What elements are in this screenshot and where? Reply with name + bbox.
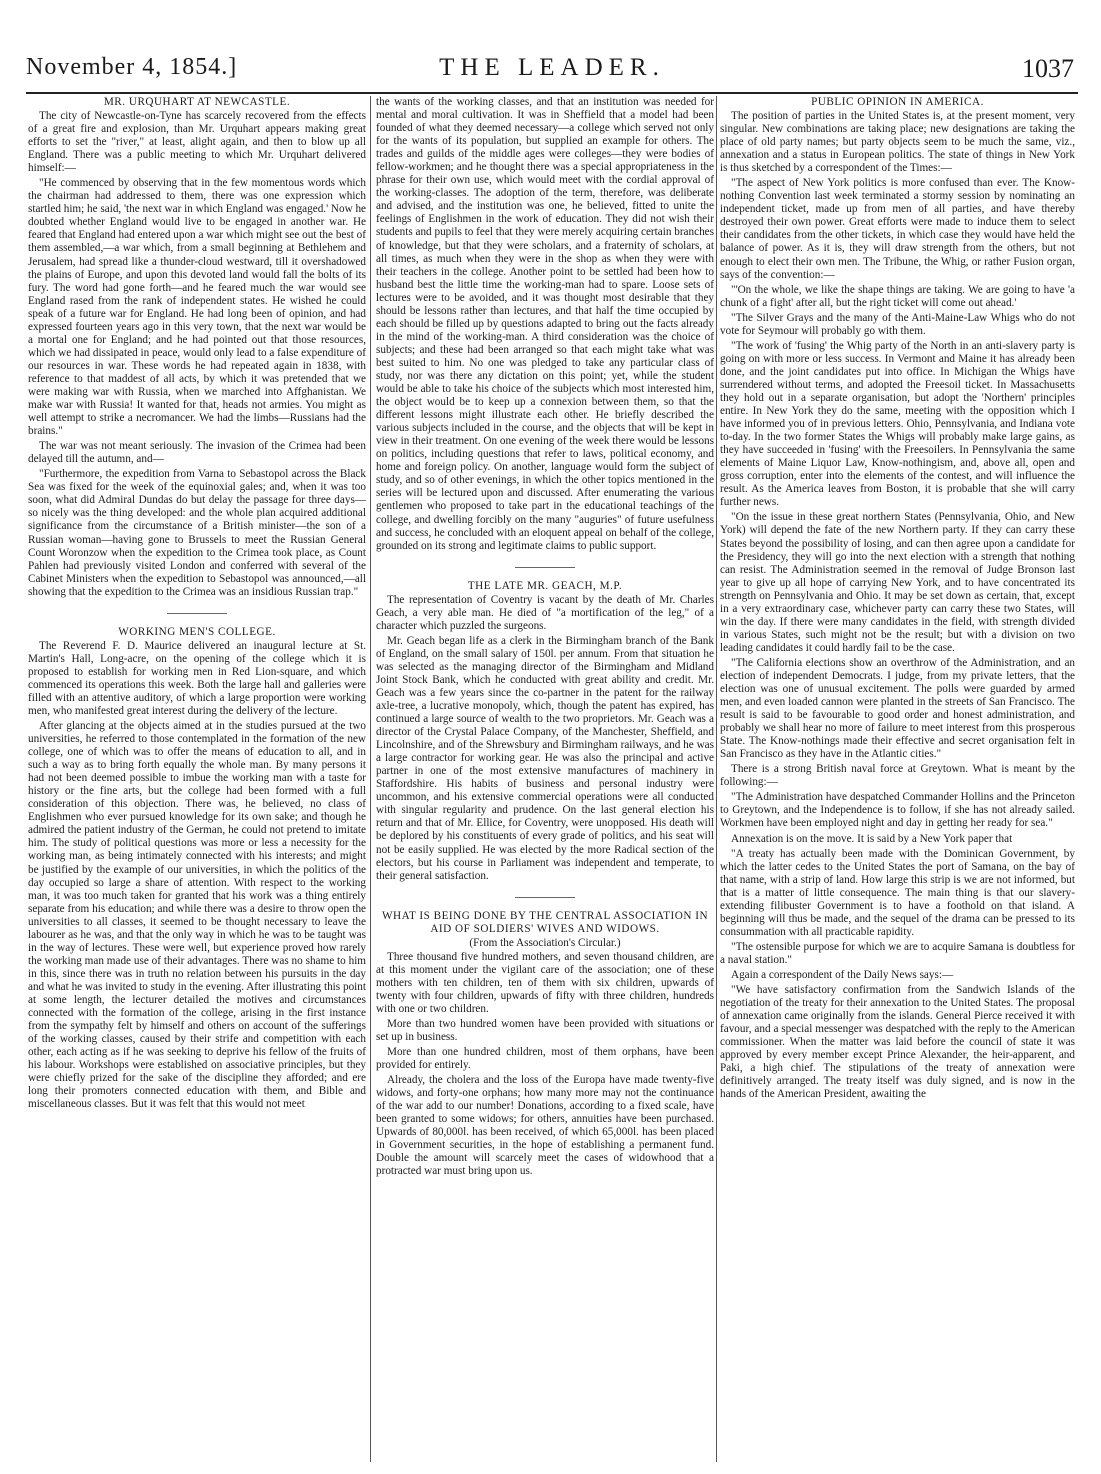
paragraph: The Reverend F. D. Maurice delivered an inaugural lecture at St. Martin's Hall, Long-acre, on the opening of the college which it is proposed to establish for working men in Red Lion-square, and which commenced its operations this week. Both the large hall and galleries were filled with an attentive auditory, of which a large proportion were working men, who manifested great interest during the delivery of the lecture. <box>28 639 366 717</box>
quote: "On the issue in these great northern States (Pennsylvania, Ohio, and New York) will depend the fate of the new Northern party. If they can carry these States beyond the possibility of losing, and can then agree upon a candidate for the Presidency, they will go into the next election with a strength that nothing can resist. The Administration seemed in the removal of Judge Bronson last year to give up all hope of carrying New York, and to have concentrated its strength on Pennsylvania and Ohio. It may be set down as certain, that, except in a very extraordinary case, whichever party can carry these two States, will win the day. If there were many candidates in the field, with strength divided in various States, such might not be the result; but with a division on two leading candidates it could hardly fail to be the case. <box>720 511 1075 654</box>
paper-title: THE LEADER. <box>439 54 665 81</box>
article-heading-public-opinion: PUBLIC OPINION IN AMERICA. <box>811 96 984 108</box>
paragraph: The war was not meant seriously. The invasion of the Crimea had been delayed till the autumn, and— <box>28 440 366 466</box>
paragraph: There is a strong British naval force at Greytown. What is meant by the following:— <box>720 763 1075 789</box>
quote: "The California elections show an overthrow of the Administration, and an election of independent Democrats. I judge, from my private letters, that the election was one of unusual excitement. The polls were guarded by armed men, and even loaded cannon were planted in the streets of San Francisco. The result is said to be favourable to good order and honest administration, and probably we shall hear no more of failure to meet interest from this prosperous State. The Know-nothings made their effective and secret organisation felt in San Francisco as they have in the Atlantic cities." <box>720 656 1075 761</box>
article-heading-central-association: WHAT IS BEING DONE BY THE CENTRAL ASSOCIATION IN AID OF SOLDIERS' WIVES AND WIDOWS. <box>381 909 709 935</box>
paragraph: Mr. Geach began life as a clerk in the Birmingham branch of the Bank of England, on the small salary of 150l. per annum. From that situation he was selected as the managing director of the Birmingham and Midland Joint Stock Bank, which he conducted with great ability and credit. Mr. Geach was a few years since the co-partner in the patent for the railway axle-tree, a lucrative monopoly, which, though the patent has expired, has continued a large source of wealth to the two proprietors. Mr. Geach was a director of the Crystal Palace Company, of the Manchester, Sheffield, and Lincolnshire, and of the Shrewsbury and Birmingham railways, and he was a large contractor for working gear. He was also the principal and active partner in one of the most extensive manufactures of machinery in Staffordshire. His habits of business and personal industry were uncommon, and his extensive commercial operations were all conducted with singular regularity and prudence. On the last general election his return and that of Mr. Ellice, for Coventry, were unopposed. His death will be deplored by his constituents of every grade of politics, and his seat will not be easily supplied. He was elected by the more Radical section of the electors, but his course in Parliament was independent and temperate, to their general satisfaction. <box>376 634 714 882</box>
article-heading-geach: THE LATE MR. GEACH, M.P. <box>467 579 623 592</box>
quote: "The Administration have despatched Commander Hollins and the Princeton to Greytown, and the Independence is to follow, if she has not already sailed. Workmen have been employed night and day in getting her ready for sea." <box>720 791 1075 830</box>
paragraph: Again a correspondent of the Daily News says:— <box>731 969 954 981</box>
quote: "Furthermore, the expedition from Varna to Sebastopol across the Black Sea was fixed for the week of the equinoxial gales; and, when it was too soon, what did Admiral Dundas do but delay the passage for three days—so nicely was the thing developed: and the whole plan acquired additional significance from the circumstance of a British minister—the son of a Russian woman—having gone to Brussels to meet the Russian General Count Woronzow when the expedition to the Crimea took place, as Count Pahlen had previously visited London and conferred with several of the Cabinet Ministers when the expedition to Sebastopol was announced,—all showing that the expedition to the Crimea was an insidious Russian trap." <box>28 468 366 598</box>
paragraph: The city of Newcastle-on-Tyne has scarcely recovered from the effects of a great fire and explosion, than Mr. Urquhart appears making great efforts to set the "river," at least, alight again, and then to blow up all England. There was a public meeting to which Mr. Urquhart delivered himself:— <box>28 110 366 175</box>
paragraph: The position of parties in the United States is, at the present moment, very singular. New combinations are taking place; new designations are taking the place of old party names; but party objects seem to be much the same, viz., annexation and a status in European politics. The state of things in New York is thus sketched by a correspondent of the Times:— <box>720 110 1075 175</box>
quote: "The ostensible purpose for which we are to acquire Samana is doubtless for a naval station." <box>720 940 1075 966</box>
quote: "The aspect of New York politics is more confused than ever. The Know-nothing Convention last week terminated a stormy session by nominating an independent ticket, made up from men of all parties, and have thereby destroyed their own power. Great efforts were made to induce them to select their candidates from the other tickets, in which case they would have held the balance of power. As it is, they will draw strength from the others, but not enough to elect their own men. The Tribune, the Whig, or rather Fusion organ, says of the convention:— <box>720 177 1075 281</box>
article-heading-working-mens-college: WORKING MEN'S COLLEGE. <box>118 625 276 638</box>
issue-date: November 4, 1854.] <box>26 54 238 80</box>
column-3 <box>720 96 1075 1466</box>
paragraph: More than two hundred women have been provided with situations or set up in business. <box>376 1017 714 1043</box>
quote: "A treaty has actually been made with the Dominican Government, by which the latter cedes to the United States the port of Samana, on the bay of that name, with a strip of land. How large this strip is we are not informed, but that is a matter of little consequence. The main thing is that our slavery-extending filibuster Government is to have a foothold on that island. A beginning will thus be made, and the sequel of the drama can be pressed to its consummation with all practicable rapidity. <box>720 847 1075 938</box>
paragraph: After glancing at the objects aimed at in the studies pursued at the two universities, he referred to those contemplated in the formation of the new college, one of which was to offer the means of education to all, and in such a way as to bring forth equally the whole man. By many persons it had not been deemed possible to imbue the working man with a taste for history or the fine arts, but the college had been formed with a full consideration of this objection. There was, he believed, no class of Englishmen who ever pursued knowledge for its own sake; and though he admired the patient industry of the German, he could not pretend to imitate him. The study of political questions was more or less a necessity for the working man, as being intimately connected with his interests; and might be justified by the example of our universities, in which the politics of the day occupied so large a share of attention. With respect to the working man, it was too much taken for granted that his work was a thing entirely separate from his education; and while there was a desire to throw open the universities to all classes, it seemed to be thought necessary to leave the labourer as he was, and that the only way in which he was to be taught was in the way of lectures. These were well, but experience proved how rarely the working man made use of their advantages. There was no shame to him in this, since there was in truth no relation between his pursuits in the day and what he was invited to study in the evening. After illustrating this point at some length, the lecturer detailed the motives and circumstances connected with the formation of the college, arising in the first instance from the sympathy felt by himself and others on account of the sufferings of the working classes, caused by their strife and competition with each other, each acting as if he was seeking to deprive his fellow of the fruits of his labour. Workshops were established on associative principles, but they were chiefly prized for the sake of the discipline they afforded; and ere long their promoters connected education with them, and Bible and miscellaneous classes. But it was felt that this would not meet <box>28 720 366 1111</box>
quote: "He commenced by observing that in the few momentous words which the chairman had addressed to them, there was one expression which startled him; he said, 'the next war in which England was engaged.' Now he doubted whether England would live to be engaged in another war. He feared that England had entered upon a war which might see out the best of them assembled,—a war which, from a small beginning at Bethlehem and Jerusalem, had spread like a thunder-cloud westward, till it overshadowed the plains of Europe, and upon this devoted land would fall the bolts of its fury. The word had gone forth—and he feared much the war would see England rased from the rank of independent states. He wished he could speak of a future war for England. He had long been of opinion, and had expressed fourteen years ago in this very town, that the next war would be a mortal one for England; and he had pointed out that those resources, which we had dissipated in peace, would only lead to a false expenditure of our resources in war. These words he had repeated again in 1838, with reference to that maddest of all acts, by which it was pretended that we were making war with Russia, when we marched into Affghanistan. We make war with Russia! It wanted for that, heads not armies. You might as well attempt to strike a necromancer. We had the limbs—Russians had the brains." <box>28 177 366 438</box>
column-1 <box>28 96 366 1466</box>
paragraph: More than one hundred children, most of them orphans, have been provided for entirely. <box>376 1046 714 1072</box>
paragraph: The representation of Coventry is vacant by the death of Mr. Charles Geach, a very able man. He died of "a mortification of the leg," of a character which puzzled the surgeons. <box>376 593 714 632</box>
paragraph: Already, the cholera and the loss of the Europa have made twenty-five widows, and forty-one orphans; how many more may not the continuance of the war add to our number! Donations, according to a fixed scale, have been granted to some widows; for others, annuities have been purchased. Upwards of 80,000l. has been received, of which 65,000l. has been placed in Government securities, in the hope of establishing a permanent fund. Double the amount will scarcely meet the cases of widowhood that a protracted war must bring upon us. <box>376 1074 714 1178</box>
column-rule <box>370 96 371 1462</box>
article-heading-urquhart: MR. URQUHART AT NEWCASTLE. <box>103 96 291 108</box>
section-divider <box>167 613 227 614</box>
quote: "The Silver Grays and the many of the Anti-Maine-Law Whigs who do not vote for Seymour will probably go with them. <box>720 311 1075 337</box>
paragraph: Annexation is on the move. It is said by a New York paper that <box>731 832 1013 845</box>
section-divider <box>515 897 575 898</box>
paragraph: Three thousand five hundred mothers, and seven thousand children, are at this moment under the vigilant care of the association; one of these mothers with ten children, ten of them with six children, upwards of twenty with four children, upwards of fifty with three children, hundreds with one or two children. <box>376 950 714 1015</box>
quote: "'On the whole, we like the shape things are taking. We are going to have 'a chunk of a fight' after all, but the right ticket will come out ahead.' <box>720 283 1075 309</box>
section-divider <box>515 567 575 568</box>
masthead <box>26 50 1078 94</box>
article-source: (From the Association's Circular.) <box>469 936 621 949</box>
page-number: 1037 <box>1022 54 1074 83</box>
quote: "The work of 'fusing' the Whig party of the North in an anti-slavery party is going on with more or less success. In Vermont and Maine it has already been done, and the joint candidates put into office. In Michigan the Whigs have surrendered without terms, and adopted the Freesoil ticket. In Massachusetts they hold out in a separate organisation, but adopt the 'Northern' principles entire. In New York they do the same, meeting with the opposition which I have informed you of in previous letters. Ohio, Pennsylvania, and Indiana vote to-day. In the two former States the Whigs will probably make large gains, as they have succeeded in 'fusing' with the Freesoilers. In Pennsylvania the same elements of Maine Liquor Law, Know-nothingism, and, above all, open and gross corruption, enter into the elements of the contest, and will influence the result. As the America leaves from Boston, it is probable that she will carry further news. <box>720 339 1075 509</box>
column-2 <box>376 96 714 1466</box>
quote: "We have satisfactory confirmation from the Sandwich Islands of the negotiation of the treaty for their annexation to the United States. The proposal of annexation came originally from the islands. General Pierce received it with favour, and a special messenger was despatched with the reply to the American commissioner. When the matter was laid before the council of state it was approved by every member except Prince Alexander, the heir-apparent, and Paki, a high chief. The stipulations of the treaty of annexation were definitively arranged. The treaty itself was duly signed, and is now in the hands of the American President, awaiting the <box>720 984 1075 1101</box>
paragraph: the wants of the working classes, and that an institution was needed for mental and moral cultivation. It was in Sheffield that a model had been founded of what they deemed necessary—a college which served not only for the wants of its population, but supplied an example for others. The trades and guilds of the middle ages were colleges—they were bodies of fellow-workmen; and he thought there was a special appropriateness in the phrase for their own use, which would meet with the cordial approval of the working-classes. The adoption of the term, therefore, was deliberate and advised, and the institution was one, he believed, fitted to unite the feelings of Englishmen in the work of education. They did not wish their students and pupils to feel that they were merely acquiring certain branches of knowledge, but that they were scholars, and a fraternity of scholars, at all times, as much when they were in the shop as when they were with their teachers in the college. Another point to be settled had been how to husband best the little time the working-man had to spare. Loose sets of lectures were to be avoided, and it was thought most desirable that they should be lessons rather than lectures, and that half the time occupied by each should be filled up by questions adapted to bring out the facts already in the mind of the working-man. A third consideration was the choice of subjects; and these had been arranged so that each might take what was best suited to him. No one was pledged to take any particular class of study, nor was there any dictation on this point; yet, while the student would be able to take his choice of the subjects which most interested him, the object would be to keep up a connexion between them, so that the different lessons might illustrate each other. He briefly described the various subjects included in the course, and the objects that will be kept in view in their treatment. On one evening of the week there would be lessons on politics, including questions that refer to laws, political economy, and home and foreign policy. On another, language would form the subject of study, and so of other evenings, in which the other topics mentioned in the series will be lectured upon and discussed. After enumerating the various gentlemen who proposed to take part in the educational teachings of the college, and dwelling forcibly on the many "auguries" of future usefulness and success, he concluded with an eloquent appeal on behalf of the college, grounded on its strong and legitimate claims to public support. <box>376 96 714 552</box>
column-rule <box>716 96 717 1462</box>
